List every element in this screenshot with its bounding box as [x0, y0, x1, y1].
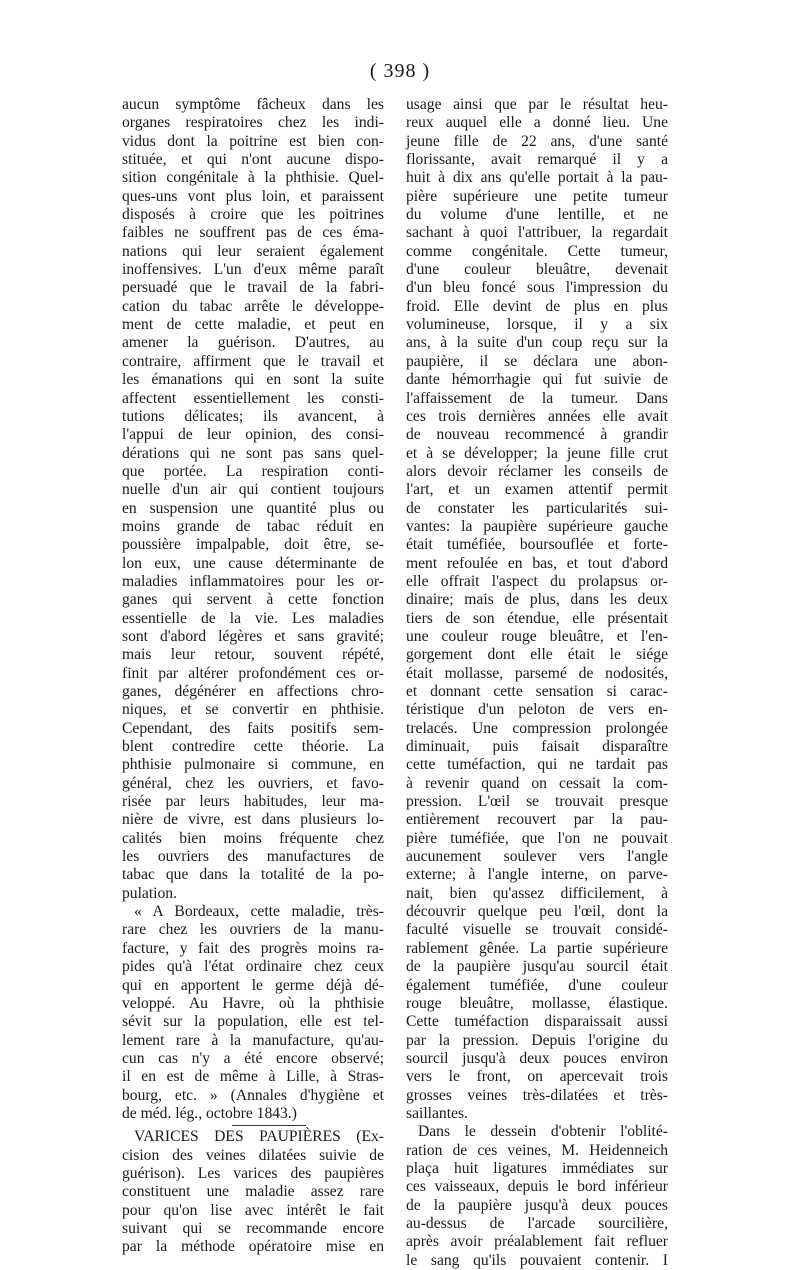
text-line: stituée, et qui n'ont aucune dispo- [122, 151, 384, 169]
text-line: téristique d'un peloton de vers en- [406, 701, 668, 719]
text-line: tiers de son étendue, elle présentait [406, 609, 668, 627]
text-line: usage ainsi que par le résultat heu- [406, 96, 668, 113]
text-line: externe; à l'angle interne, on parve- [406, 866, 668, 884]
text-line: elle offrait l'aspect du prolapsus or- [406, 572, 668, 590]
text-line: gorgement dont elle était le siége [406, 646, 668, 664]
text-line: diminuait, puis faisait disparaître [406, 738, 668, 756]
text-line: pression. L'œil se trouvait presque [406, 793, 668, 811]
text-line: rablement gênée. La partie supérieure [406, 939, 668, 957]
text-line: vers le front, on apercevait trois [406, 1068, 668, 1086]
text-line: faibles ne souffrent pas de ces éma- [122, 224, 384, 242]
text-line: à revenir quand on cessait la com- [406, 774, 668, 792]
text-line: VARICES DES PAUPIÈRES (Ex- [134, 1128, 384, 1146]
text-line: vantes: la paupière supérieure gauche [406, 517, 668, 535]
text-line: dante hémorrhagie qui fut suivie de [406, 371, 668, 389]
text-line: pour qu'on lise avec intérêt le fait [122, 1201, 384, 1219]
text-line: cation du tabac arrête le développe- [122, 297, 384, 315]
text-line: bourg, etc. » (Annales d'hygiène et [122, 1086, 384, 1104]
text-line: amener la guérison. D'autres, au [122, 334, 384, 352]
text-line: nait, bien qu'assez difficilement, à [406, 884, 668, 902]
text-line: volumineuse, lorsque, il y a six [406, 316, 668, 334]
text-line: aucun symptôme fâcheux dans les [122, 96, 384, 113]
text-line: dérations qui ne sont pas sans quel- [122, 444, 384, 462]
text-line: ces vaisseaux, depuis le bord inférieur [406, 1178, 668, 1196]
left-text-column [122, 96, 384, 1257]
text-line: cision des veines dilatées suivie de [122, 1146, 384, 1164]
text-line: sévit sur la population, elle est tel- [122, 1013, 384, 1031]
text-line: blent contredire cette théorie. La [122, 738, 384, 756]
text-line: en suspension une quantité plus ou [122, 499, 384, 517]
text-line: au-dessus de l'arcade sourcilière, [406, 1214, 668, 1232]
text-line: moins grande de tabac réduit en [122, 517, 384, 535]
text-line: finit par altérer profondément ces or- [122, 664, 384, 682]
text-line: lon eux, une cause déterminante de [122, 554, 384, 572]
text-line: Cette tuméfaction disparaissait aussi [406, 1013, 668, 1031]
text-line: maladies inflammatoires pour les or- [122, 572, 384, 590]
text-line: aucunement soulever vers l'angle [406, 848, 668, 866]
text-line: Cependant, des faits positifs sem- [122, 719, 384, 737]
text-line: persuadé que le travail de la fabri- [122, 279, 384, 297]
text-line: entièrement recouvert par la pau- [406, 811, 668, 829]
text-line: par la pression. Depuis l'origine du [406, 1031, 668, 1049]
text-line: était tuméfiée, boursouflée et forte- [406, 536, 668, 554]
text-line: de la paupière jusqu'à deux pouces [406, 1196, 668, 1214]
text-line: pulation. [122, 884, 178, 902]
text-line: grosses veines très-dilatées et très- [406, 1086, 668, 1104]
text-line: l'affaissement de la tumeur. Dans [406, 389, 668, 407]
text-line: florissante, avait remarqué il y a [406, 151, 668, 169]
text-line: les ouvriers des manufactures de [122, 848, 384, 866]
text-line: constituent une maladie assez rare [122, 1183, 384, 1201]
text-line: et donnant cette sensation si carac- [406, 683, 668, 700]
text-line: trelacés. Une compression prolongée [406, 719, 668, 737]
text-line: tutions délicates; ils avancent, à [122, 407, 384, 425]
text-line: jeune fille de 22 ans, d'une santé [406, 132, 668, 150]
text-line: suivant qui se recommande encore [122, 1219, 384, 1237]
text-line: alors devoir réclamer les conseils de [406, 462, 668, 480]
text-line: d'un bleu foncé sous l'impression du [406, 279, 668, 297]
text-line: veloppé. Au Havre, où la phthisie [122, 994, 384, 1012]
text-line: poussière impalpable, doit être, se- [122, 536, 384, 554]
text-line: phthisie pulmonaire si commune, en [122, 756, 384, 774]
text-line: mais leur retour, souvent répété, [122, 646, 384, 664]
text-line: le sang qu'ils pouvaient contenir. I [406, 1251, 668, 1269]
text-line: nuelle d'un air qui contient toujours [122, 481, 384, 499]
text-line: général, chez les ouvriers, et favo- [122, 774, 384, 792]
text-line: par la méthode opératoire mise en [122, 1238, 384, 1256]
text-line: nations qui leur seraient également [122, 242, 384, 260]
text-line: après avoir préalablement fait refluer [406, 1233, 668, 1251]
text-line: l'appui de leur opinion, des consi- [122, 426, 384, 444]
text-line: ques-uns vont plus loin, et paraissent [122, 187, 384, 205]
text-line: comme congénitale. Cette tumeur, [406, 242, 668, 260]
text-line: de méd. lég., octobre 1843.) [122, 1104, 297, 1122]
text-line: paupière, il se déclara une abon- [406, 352, 668, 370]
text-line: d'une couleur bleuâtre, devenait [406, 261, 668, 279]
text-line: sont d'abord légères et sans gravité; [122, 627, 384, 645]
text-line: organes respiratoires chez les indi- [122, 114, 384, 132]
text-line: sourcil jusqu'à deux pouces environ [406, 1049, 668, 1067]
text-line: était mollasse, parsemé de nodosités, [406, 664, 668, 682]
text-line: ganes qui servent à cette fonction [122, 591, 384, 609]
text-line: essentielle de la vie. Les maladies [122, 609, 384, 627]
text-line: saillantes. [406, 1104, 468, 1122]
text-line: pière supérieure une petite tumeur [406, 187, 668, 205]
text-line: du volume d'une lentille, et ne [406, 206, 668, 224]
text-line: facture, y fait des progrès moins ra- [122, 939, 384, 957]
section-separator [232, 1125, 306, 1126]
page-number: ( 398 ) [369, 60, 431, 82]
text-line: ans, à la suite d'un coup reçu sur la [406, 334, 668, 352]
text-line: niques, et se convertir en phthisie. [122, 701, 384, 719]
text-line: reux auquel elle a donné lieu. Une [406, 114, 668, 132]
text-line: de constater les particularités sui- [406, 499, 668, 517]
text-line: dinaire; mais de plus, dans les deux [406, 591, 668, 609]
text-line: une couleur rouge bleuâtre, et l'en- [406, 627, 668, 645]
text-line: de nouveau recommencé à grandir [406, 426, 668, 444]
text-line: lement rare à la manufacture, qu'au- [122, 1031, 384, 1049]
text-line: ration de ces veines, M. Heidenneich [406, 1141, 668, 1159]
text-line: également tuméfiée, d'une couleur [406, 976, 668, 994]
text-line: ment de cette maladie, et peut en [122, 316, 384, 334]
text-line: Dans le dessein d'obtenir l'oblité- [418, 1123, 668, 1141]
text-line: ment refoulée en bas, et tout d'abord [406, 554, 668, 572]
text-line: pides qu'à l'état ordinaire chez ceux [122, 958, 384, 976]
text-line: nière de vivre, est dans plusieurs lo- [122, 811, 384, 829]
text-line: affectent essentiellement les consti- [122, 389, 384, 407]
text-line: pière tuméfiée, que l'on ne pouvait [406, 829, 668, 847]
text-line: sition congénitale à la phthisie. Quel- [122, 169, 384, 187]
text-line: contraire, affirment que le travail et [122, 352, 384, 370]
text-line: cun cas n'y a été encore observé; [122, 1049, 384, 1067]
text-line: huit à dix ans qu'elle portait à la pau- [406, 169, 668, 187]
text-line: calités bien moins fréquente chez [122, 829, 384, 847]
text-line: disposés à croire que les poitrines [122, 206, 384, 224]
text-line: plaça huit ligatures immédiates sur [406, 1159, 668, 1177]
text-line: les émanations qui en sont la suite [122, 371, 384, 389]
text-line: faculté visuelle se trouvait considé- [406, 921, 668, 939]
text-line: de la paupière jusqu'au sourcil était [406, 958, 668, 976]
text-line: découvrir quelque peu l'œil, dont la [406, 903, 668, 921]
text-line: froid. Elle devint de plus en plus [406, 297, 668, 315]
text-line: rouge bleuâtre, mollasse, élastique. [406, 994, 668, 1012]
text-line: sachant à quoi l'attribuer, la regardait [406, 224, 668, 242]
text-line: risée par leurs habitudes, leur ma- [122, 793, 384, 811]
text-line: ces trois dernières années elle avait [406, 407, 668, 425]
text-line: ganes, dégénérer en affections chro- [122, 683, 384, 700]
text-line: cette tuméfaction, qui ne tardait pas [406, 756, 668, 774]
text-line: inoffensives. L'un d'eux même paraît [122, 261, 384, 279]
right-text-column [406, 96, 668, 1270]
text-line: vidus dont la poitrine est bien con- [122, 132, 384, 150]
text-line: et à se développer; la jeune fille crut [406, 444, 668, 462]
text-line: il en est de même à Lille, à Stras- [122, 1068, 384, 1086]
text-line: qui en apportent le germe déjà dé- [122, 976, 384, 994]
text-line: tabac que dans la totalité de la po- [122, 866, 384, 884]
text-line: guérison). Les varices des paupières [122, 1164, 384, 1182]
text-line: l'art, et un examen attentif permit [406, 481, 668, 499]
text-line: « A Bordeaux, cette maladie, très- [134, 903, 384, 921]
text-line: rare chez les ouvriers de la manu- [122, 921, 384, 939]
text-line: que portée. La respiration conti- [122, 462, 384, 480]
